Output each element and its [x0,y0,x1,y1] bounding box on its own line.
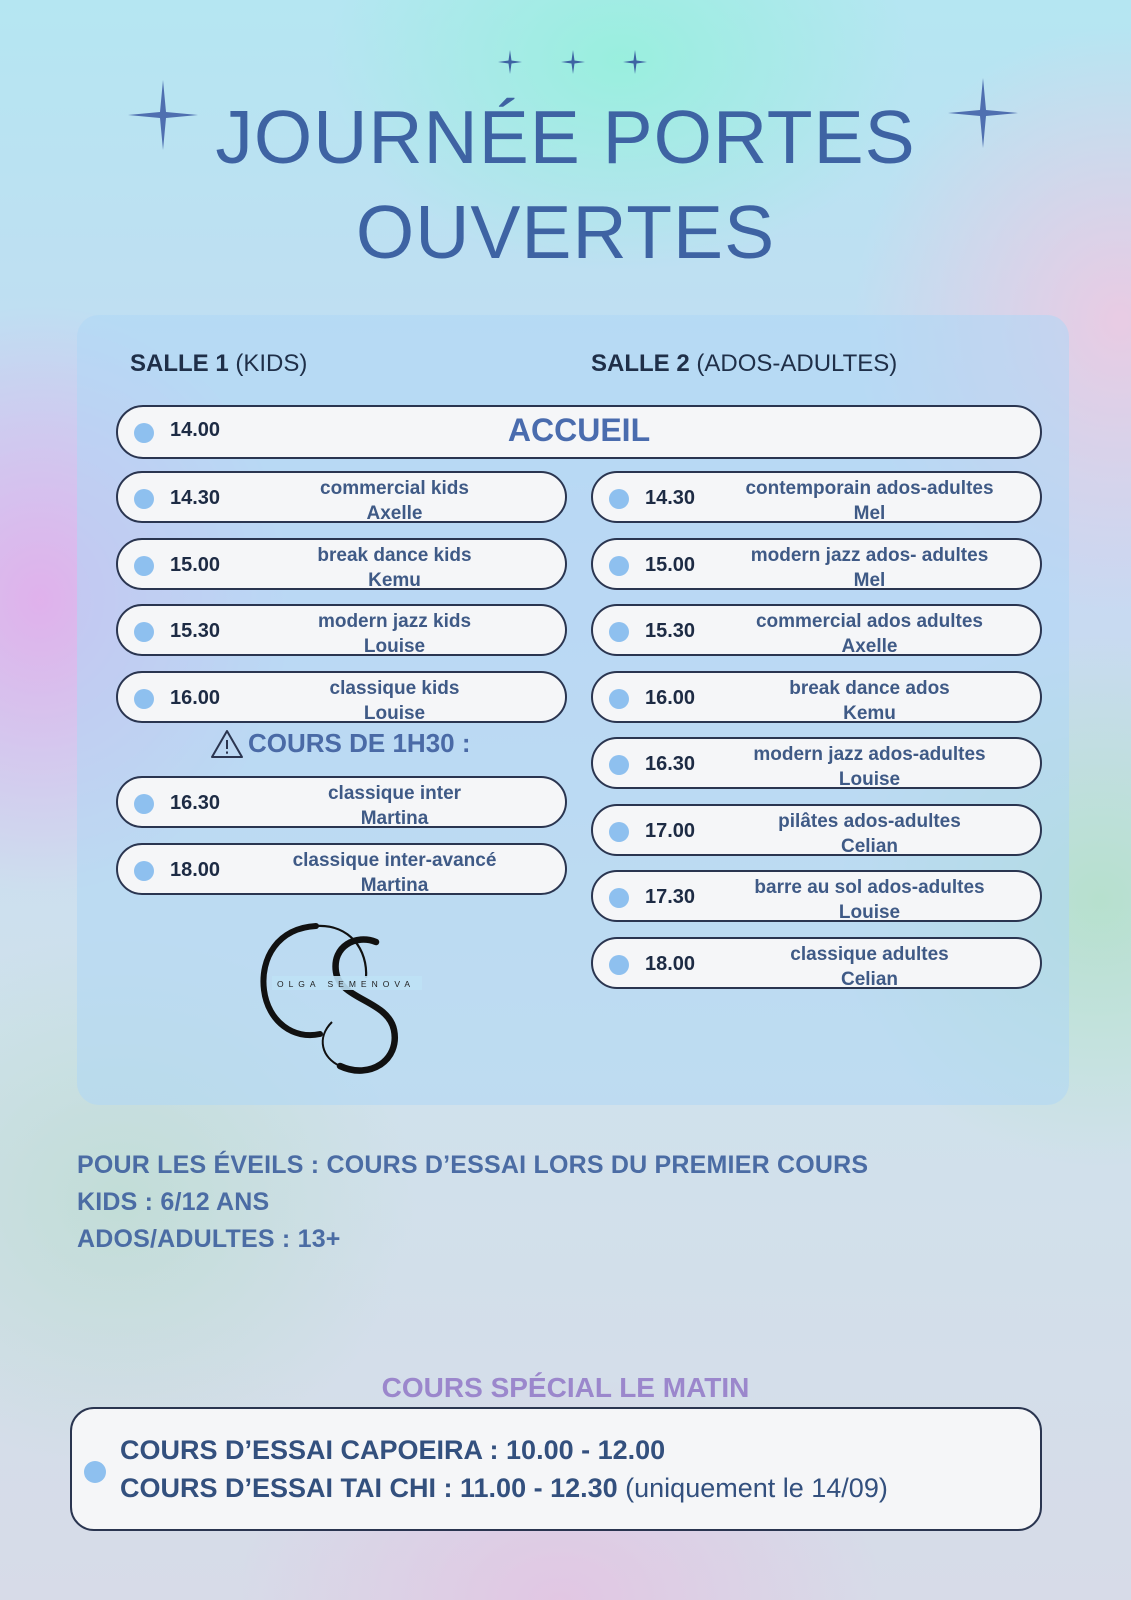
teacher-name: Mel [853,503,886,524]
teacher-name: Louise [838,902,901,923]
bullet-dot [609,622,629,642]
class-info [713,942,1026,992]
time: 16.00 [645,687,696,709]
long-class-text: COURS DE 1H30 : [248,728,471,758]
class-info [713,875,1026,925]
class-row [116,776,567,828]
special-line-note: (uniquement le 14/09) [625,1473,888,1503]
class-name: pilâtes ados-adultes [778,811,961,832]
class-row [591,870,1042,922]
class-row [116,538,567,590]
accueil-label: ACCUEIL [507,412,651,448]
salle1-paren: (KIDS) [235,350,308,377]
class-name: modern jazz kids [317,611,472,632]
class-name: commercial ados adultes [755,611,984,632]
bullet-dot [609,822,629,842]
bullet-dot [134,556,154,576]
teacher-name: Mel [853,570,886,591]
class-name: barre au sol ados-adultes [754,877,985,898]
class-info [238,543,551,593]
class-name: contemporain ados-adultes [745,478,994,499]
class-name: break dance ados [789,678,950,699]
bullet-dot [134,861,154,881]
time: 16.30 [170,792,221,814]
class-info [238,781,551,831]
class-info [238,676,551,726]
class-row [116,671,567,723]
class-info [713,609,1026,659]
time: 18.00 [645,953,696,975]
teacher-name: Kemu [843,703,896,724]
class-name: modern jazz ados- adultes [750,545,989,566]
time: 15.30 [645,620,696,642]
salle2-paren: (ADOS-ADULTES) [696,350,898,377]
time: 16.00 [170,687,221,709]
class-row [591,671,1042,723]
special-title: COURS SPÉCIAL LE MATIN [381,1372,750,1403]
teacher-name: Louise [363,636,426,657]
bullet-dot [609,888,629,908]
warning-icon [210,729,244,759]
time: 14.30 [170,487,221,509]
time: 16.30 [645,753,696,775]
class-name: classique inter [327,783,462,804]
bullet-dot [134,489,154,509]
class-name: break dance kids [317,545,472,566]
special-line-main: COURS D’ESSAI TAI CHI : 11.00 - 12.30 [120,1473,626,1503]
class-row [591,937,1042,989]
class-row [591,804,1042,856]
info-line: ADOS/ADULTES : 13+ [77,1225,341,1253]
special-line [120,1469,888,1507]
time: 15.30 [170,620,221,642]
time: 17.30 [645,886,696,908]
sparkle-icon [561,50,585,74]
bullet-dot [609,689,629,709]
teacher-name: Celian [840,969,899,990]
teacher-name: Louise [838,769,901,790]
special-box [70,1407,1042,1531]
page-title-line2: OUVERTES [355,190,776,274]
class-info [713,742,1026,792]
class-name: commercial kids [320,478,469,499]
bullet-dot [134,689,154,709]
class-row [591,604,1042,656]
logo-text: OLGA SEMENOVA [276,979,416,989]
time: 17.00 [645,820,696,842]
class-row [116,843,567,895]
time: 14.30 [645,487,696,509]
class-info [713,543,1026,593]
page-title: JOURNÉE PORTES [215,95,916,179]
time: 18.00 [170,859,221,881]
teacher-name: Martina [360,875,429,896]
long-class-notice [210,728,471,759]
class-info [238,609,551,659]
info-block [77,1147,868,1258]
info-line: POUR LES ÉVEILS : COURS D’ESSAI LORS DU PREMIER COURS [77,1151,869,1179]
salle2-label: SALLE 2 [591,350,690,377]
class-row [591,737,1042,789]
bullet-dot [84,1461,106,1483]
bullet-dot [134,794,154,814]
sparkle-icon [623,50,647,74]
teacher-name: Kemu [368,570,421,591]
accueil-row [116,405,1042,459]
class-name: classique inter-avancé [292,850,497,871]
bullet-dot [609,755,629,775]
info-line: KIDS : 6/12 ANS [77,1188,270,1216]
class-name: classique kids [329,678,460,699]
time: 14.00 [170,419,221,441]
class-row [591,471,1042,523]
teacher-name: Axelle [366,503,423,524]
teacher-name: Axelle [841,636,898,657]
time: 15.00 [645,554,696,576]
salle2-heading [591,350,897,378]
bullet-dot [609,556,629,576]
class-info [713,476,1026,526]
class-row [116,604,567,656]
teacher-name: Martina [360,808,429,829]
time: 15.00 [170,554,221,576]
class-row [116,471,567,523]
salle1-label: SALLE 1 [130,350,229,377]
olga-semenova-logo [258,920,428,1075]
class-info [713,809,1026,859]
bullet-dot [609,489,629,509]
teacher-name: Louise [363,703,426,724]
class-info [238,476,551,526]
special-line: COURS D’ESSAI CAPOEIRA : 10.00 - 12.00 [120,1435,666,1465]
teacher-name: Celian [840,836,899,857]
class-name: classique adultes [790,944,949,965]
bullet-dot [134,622,154,642]
bullet-dot [609,955,629,975]
sparkle-icon [498,50,522,74]
class-info [238,848,551,898]
class-info [713,676,1026,726]
salle1-heading [130,350,307,378]
class-name: modern jazz ados-adultes [753,744,986,765]
class-row [591,538,1042,590]
special-lines [120,1431,888,1507]
